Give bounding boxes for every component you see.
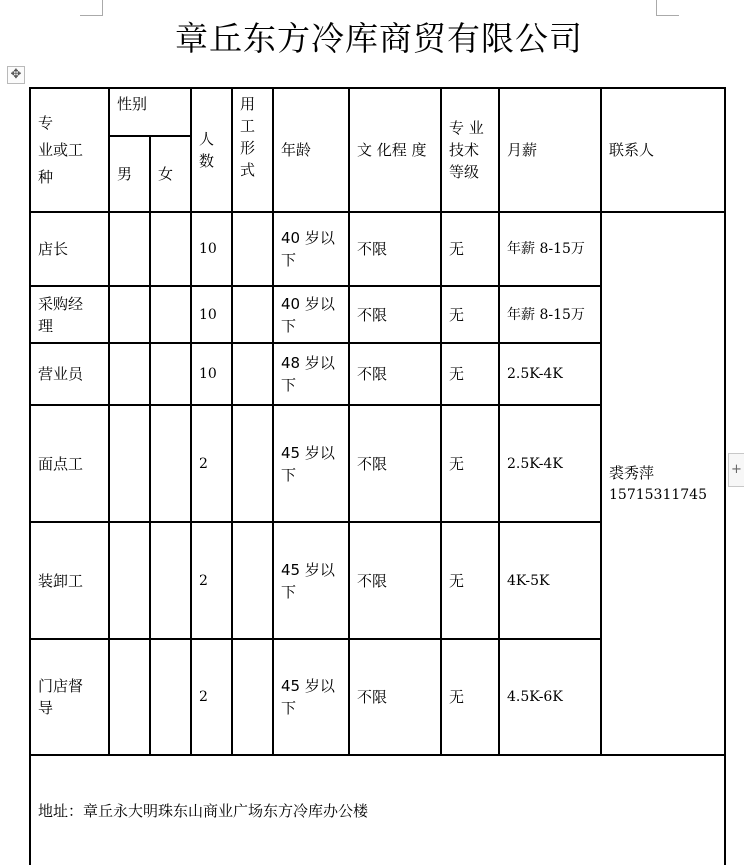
cell-skill: 无: [441, 212, 499, 286]
header-profession: 专 业或工 种: [30, 88, 109, 212]
cell-profession: 门店督 导: [30, 639, 109, 755]
cell-female: [150, 639, 191, 755]
crop-mark-top-right: [656, 0, 679, 16]
cell-skill: 无: [441, 286, 499, 343]
cell-age: 40 岁以 下: [273, 212, 349, 286]
add-column-plus-icon[interactable]: +: [728, 453, 744, 487]
cell-education: 不限: [349, 212, 441, 286]
header-contact: 联系人: [601, 88, 725, 212]
cell-age: 45 岁以 下: [273, 522, 349, 639]
contact-cell: [601, 212, 725, 755]
address-row: [30, 755, 725, 865]
header-skill: 专 业 技术 等级: [441, 88, 499, 212]
cell-skill: 无: [441, 343, 499, 405]
header-age: 年龄: [273, 88, 349, 212]
cell-employment: [232, 343, 273, 405]
cell-profession: 店长: [30, 212, 109, 286]
cell-male: [109, 212, 150, 286]
cell-age: 40 岁以 下: [273, 286, 349, 343]
cell-education: 不限: [349, 522, 441, 639]
header-education: 文 化程 度: [349, 88, 441, 212]
cell-salary: 2.5K-4K: [499, 343, 601, 405]
cell-count: 2: [191, 639, 232, 755]
cell-employment: [232, 639, 273, 755]
cell-count: 2: [191, 405, 232, 522]
cell-female: [150, 405, 191, 522]
cell-skill: 无: [441, 522, 499, 639]
cell-count: 10: [191, 286, 232, 343]
cell-count: 10: [191, 212, 232, 286]
cell-count: 2: [191, 522, 232, 639]
header-employment: 用 工 形 式: [232, 88, 273, 212]
cell-salary: 年薪 8-15万: [499, 212, 601, 286]
cell-male: [109, 405, 150, 522]
contact-name: 裘秀萍: [609, 463, 655, 482]
crop-mark-top-left: [80, 0, 103, 16]
table-move-handle-icon[interactable]: ✥: [7, 66, 25, 84]
cell-education: 不限: [349, 343, 441, 405]
cell-profession: 采购经 理: [30, 286, 109, 343]
cell-profession: 面点工: [30, 405, 109, 522]
cell-male: [109, 343, 150, 405]
header-salary: 月薪: [499, 88, 601, 212]
cell-female: [150, 343, 191, 405]
cell-profession: 装卸工: [30, 522, 109, 639]
cell-female: [150, 212, 191, 286]
header-count: 人 数: [191, 88, 232, 212]
header-male: 男: [109, 136, 150, 212]
cell-age: 45 岁以 下: [273, 639, 349, 755]
cell-skill: 无: [441, 405, 499, 522]
cell-education: 不限: [349, 405, 441, 522]
cell-male: [109, 639, 150, 755]
header-gender: 性别: [109, 88, 191, 136]
cell-skill: 无: [441, 639, 499, 755]
cell-education: 不限: [349, 639, 441, 755]
address-text: 地址：章丘永大明珠东山商业广场东方冷库办公楼: [30, 755, 725, 865]
page-title: 章丘东方冷库商贸有限公司: [175, 19, 583, 58]
cell-education: 不限: [349, 286, 441, 343]
table-row: [30, 212, 725, 286]
cell-count: 10: [191, 343, 232, 405]
cell-male: [109, 286, 150, 343]
cell-employment: [232, 286, 273, 343]
contact-phone: 15715311745: [609, 486, 707, 503]
cell-salary: 2.5K-4K: [499, 405, 601, 522]
cell-age: 48 岁以 下: [273, 343, 349, 405]
cell-profession: 营业员: [30, 343, 109, 405]
cell-female: [150, 522, 191, 639]
cell-salary: 4K-5K: [499, 522, 601, 639]
header-female: 女: [150, 136, 191, 212]
cell-female: [150, 286, 191, 343]
cell-employment: [232, 522, 273, 639]
cell-male: [109, 522, 150, 639]
cell-salary: 4.5K-6K: [499, 639, 601, 755]
cell-salary: 年薪 8-15万: [499, 286, 601, 343]
cell-employment: [232, 405, 273, 522]
cell-age: 45 岁以 下: [273, 405, 349, 522]
cell-employment: [232, 212, 273, 286]
recruitment-table: [29, 87, 726, 865]
